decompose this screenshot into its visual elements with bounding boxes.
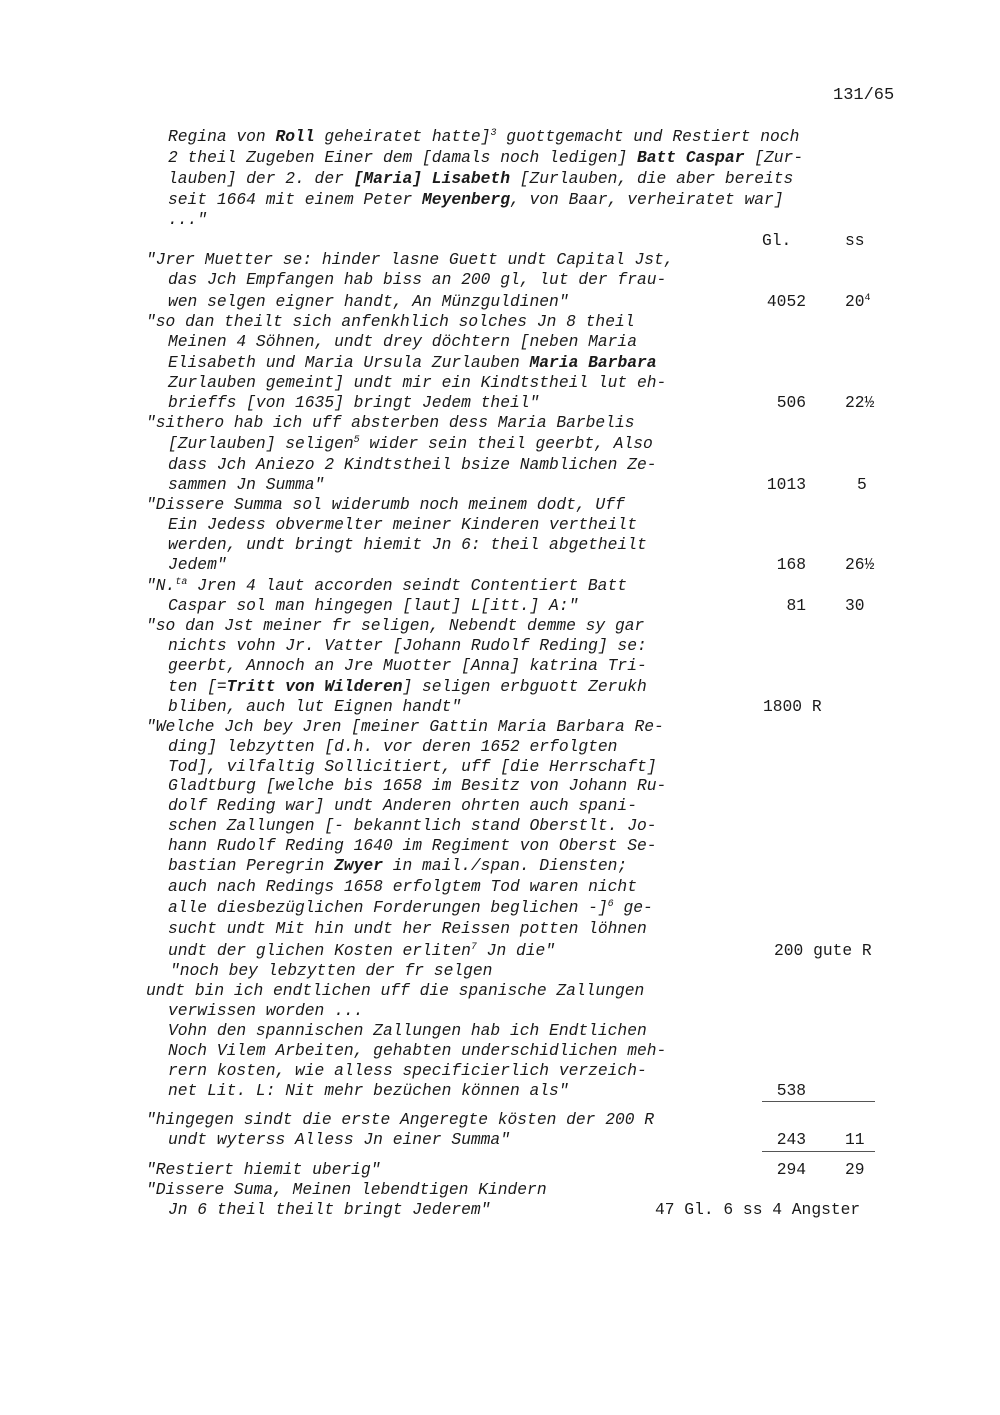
amount-gl: 243 bbox=[776, 1130, 806, 1149]
footnote-ref: 5 bbox=[353, 435, 360, 446]
text-line: Tod], vilfaltig Sollicitiert, uff [die Herrschaft] bbox=[168, 757, 657, 776]
text-line: "so dan Jst meiner fr seligen, Nebendt demme sy gar bbox=[146, 616, 645, 635]
text-line: "Welche Jch bey Jren [meiner Gattin Maria Barbara Re- bbox=[146, 717, 664, 736]
text-line: Regina von Roll geheiratet hatte]$^3$ guottgemacht und Restiert noch bbox=[168, 127, 800, 146]
footnote-ref: 6 bbox=[607, 899, 614, 910]
text-line: bastian Peregrin Zwyer in mail./span. Diensten; bbox=[168, 856, 628, 875]
footnote-ref: 3 bbox=[490, 128, 497, 139]
text-line: Meinen 4 Söhnen, undt drey döchtern [neben Maria bbox=[168, 332, 637, 351]
text-line: hann Rudolf Reding 1640 im Regiment von Oberst Se- bbox=[168, 836, 657, 855]
text-line: auch nach Redings 1658 erfolgtem Tod waren nicht bbox=[168, 877, 637, 896]
amount-gl: 1013 bbox=[766, 475, 806, 494]
text-line: seit 1664 mit einem Peter Meyenberg, von Baar, verheiratet war] bbox=[168, 190, 784, 209]
text-line: "Jrer Muetter se: hinder lasne Guett undt Capital Jst, bbox=[146, 250, 674, 269]
text-line: werden, undt bringt hiemit Jn 6: theil abgetheilt bbox=[168, 535, 647, 554]
amount-gl: 538 bbox=[776, 1081, 806, 1100]
text-line: "Dissere Summa sol widerumb noch meinem dodt, Uff bbox=[146, 495, 625, 514]
text-line: Caspar sol man hingegen [laut] L[itt.] A:" bbox=[168, 596, 579, 615]
text-line: das Jch Empfangen hab biss an 200 gl, lut der frau- bbox=[168, 270, 667, 289]
amount-gl: 294 bbox=[776, 1160, 806, 1179]
amount-ss: 29 bbox=[845, 1160, 865, 1179]
text-line: dolf Reding war] undt Anderen ohrten auch spani- bbox=[168, 796, 637, 815]
page-number: 131/65 bbox=[833, 86, 895, 105]
text-line: Elisabeth und Maria Ursula Zurlauben Maria Barbara bbox=[168, 353, 657, 372]
superscript: ta bbox=[175, 577, 188, 588]
text-line: Noch Vilem Arbeiten, gehabten underschidlichen meh- bbox=[168, 1041, 667, 1060]
text-line: ding] lebzytten [d.h. vor deren 1652 erfolgten bbox=[168, 737, 618, 756]
text-line: Jedem" bbox=[168, 555, 227, 574]
text-line: "hingegen sindt die erste Angeregte kösten der 200 R bbox=[146, 1110, 655, 1129]
text-line: verwissen worden ... bbox=[168, 1001, 364, 1020]
text-line: ten [=Tritt von Wilderen] seligen erbguott Zerukh bbox=[168, 677, 647, 696]
text-line: "Dissere Suma, Meinen lebendtigen Kindern bbox=[146, 1180, 547, 1199]
text-line: "sithero hab ich uff absterben dess Maria Barbelis bbox=[146, 413, 635, 432]
amount-gl: 168 bbox=[776, 555, 806, 574]
amount-ss: 22½ bbox=[845, 393, 875, 412]
text-line: ..." bbox=[168, 210, 208, 229]
text-line: Gladtburg [welche bis 1658 im Besitz von Johann Ru- bbox=[168, 776, 667, 795]
text-line: bliben, auch lut Eignen handt" bbox=[168, 697, 462, 716]
text-line: sucht undt Mit hin undt her Reissen potten löhnen bbox=[168, 919, 647, 938]
text-line: brieffs [von 1635] bringt Jedem theil" bbox=[168, 393, 540, 412]
text-line: rern kosten, wie alless specificierlich verzeich- bbox=[168, 1061, 647, 1080]
amount-ss: $20^4$ bbox=[845, 292, 871, 311]
text-line: sammen Jn Summa" bbox=[168, 475, 325, 494]
amount-ss: 5 bbox=[857, 475, 867, 494]
text-line: "so dan theilt sich anfenkhlich solches Jn 8 theil bbox=[146, 312, 635, 331]
amount-ss: 11 bbox=[845, 1130, 865, 1149]
column-header-ss: ss bbox=[845, 231, 865, 250]
amount: 47 Gl. 6 ss 4 Angster bbox=[655, 1200, 861, 1219]
text-line: nichts vohn Jr. Vatter [Johann Rudolf Reding] se: bbox=[168, 636, 647, 655]
footnote-ref: 7 bbox=[470, 942, 477, 953]
text-line: [Zurlauben] seligen$^5$ wider sein theil geerbt, Also bbox=[168, 434, 653, 453]
text-line: lauben] der 2. der [Maria] Lisabeth [Zurlauben, die aber bereits bbox=[168, 169, 794, 188]
text-line: undt wyterss Alless Jn einer Summa" bbox=[168, 1130, 510, 1149]
text-line: undt bin ich endtlichen uff die spanische Zallungen bbox=[146, 981, 645, 1000]
sum-rule bbox=[762, 1101, 875, 1102]
text-line: Ein Jedess obvermelter meiner Kinderen vertheilt bbox=[168, 515, 637, 534]
text-line: undt der glichen Kosten erliten$^7$ Jn die" bbox=[168, 941, 556, 960]
text-line: "N.$^{ta}$ Jren 4 laut accorden seindt Contentiert Batt bbox=[146, 576, 627, 595]
text-line: wen selgen eigner handt, An Münzguldinen" bbox=[168, 292, 569, 311]
amount-ss: 26½ bbox=[845, 555, 875, 574]
text-line: Jn 6 theil theilt bringt Jederem" bbox=[168, 1200, 491, 1219]
amount-gl: 81 bbox=[786, 596, 806, 615]
text-line: dass Jch Aniezo 2 Kindtstheil bsize Namblichen Ze- bbox=[168, 455, 657, 474]
text-line: geerbt, Annoch an Jre Muotter [Anna] katrina Tri- bbox=[168, 656, 647, 675]
amount-gl: 506 bbox=[776, 393, 806, 412]
text-line: 2 theil Zugeben Einer dem [damals noch ledigen] Batt Caspar [Zur- bbox=[168, 148, 804, 167]
footnote-ref: 4 bbox=[864, 293, 871, 304]
text-line: alle diesbezüglichen Forderungen beglichen -]$^6$ ge- bbox=[168, 898, 653, 917]
text-line: Zurlauben gemeint] undt mir ein Kindtstheil lut eh- bbox=[168, 373, 667, 392]
amount: 200 gute R bbox=[774, 941, 872, 960]
sum-rule bbox=[762, 1151, 875, 1152]
amount-gl: 4052 bbox=[766, 292, 806, 311]
text-line: net Lit. L: Nit mehr bezüchen können als" bbox=[168, 1081, 569, 1100]
text-line: "Restiert hiemit uberig" bbox=[146, 1160, 381, 1179]
amount: 1800 R bbox=[763, 697, 822, 716]
column-header-gl: Gl. bbox=[762, 231, 792, 250]
amount-ss: 30 bbox=[845, 596, 865, 615]
text-line: Vohn den spannischen Zallungen hab ich Endtlichen bbox=[168, 1021, 647, 1040]
text-line: "noch bey lebzytten der fr selgen bbox=[170, 961, 493, 980]
text-line: schen Zallungen [- bekanntlich stand Oberstlt. Jo- bbox=[168, 816, 657, 835]
